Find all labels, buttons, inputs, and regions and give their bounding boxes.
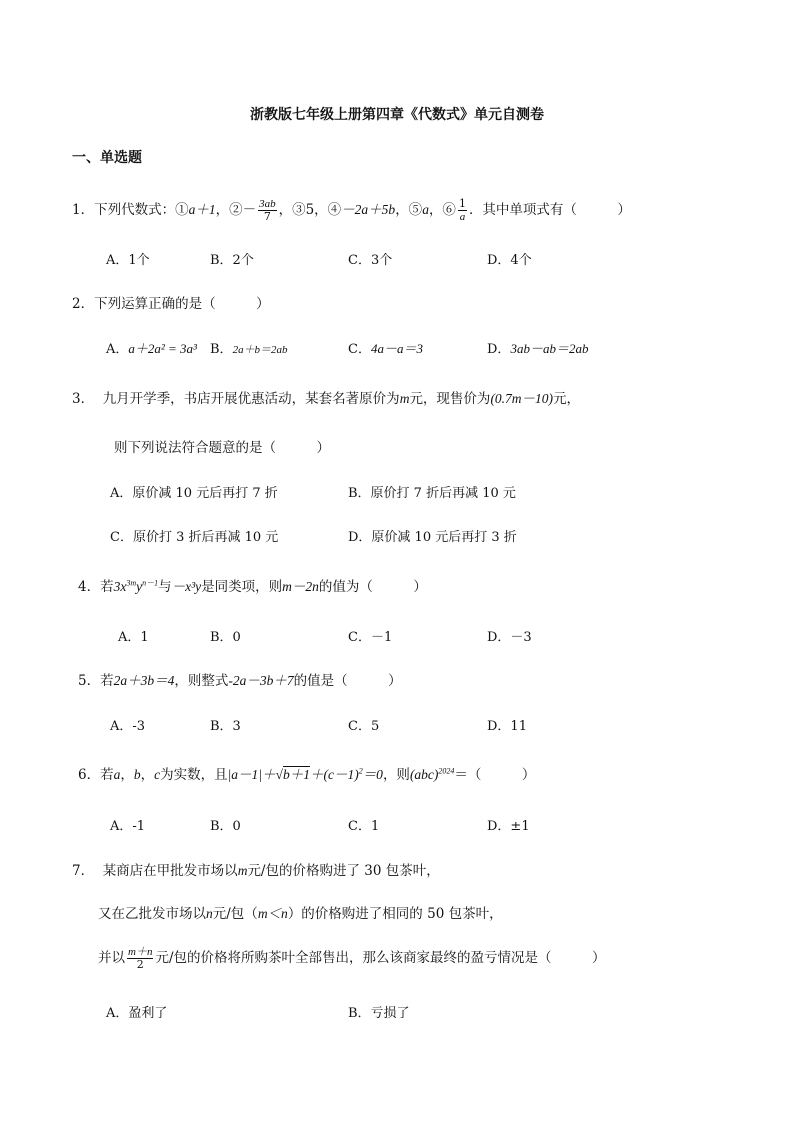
q5-option-a: A．-3 xyxy=(110,719,146,734)
q1-option-b: B．2个 xyxy=(210,253,254,268)
q6-stem-c: ，则 xyxy=(382,767,410,783)
q4-stem-c: 是同类项，则 xyxy=(201,579,283,595)
q1-option-a: A．1个 xyxy=(106,253,150,268)
q1-choice3-4-marker: ，③5，④ xyxy=(278,202,342,219)
q4-option-c: C．－1 xyxy=(348,630,393,645)
q2-option-c-letter: C． xyxy=(348,342,371,357)
q7-line2 xyxy=(98,902,503,922)
q3-option-a: A．原价减 10 元后再打 7 折 xyxy=(110,486,278,501)
q4-stem-b: 与 xyxy=(158,579,172,595)
q1-expr5: a xyxy=(422,202,429,218)
q4-stem-d: 的值为（ ） xyxy=(318,579,427,595)
q4-term1-exp2: n－1 xyxy=(142,578,159,588)
q6-condition xyxy=(228,767,383,782)
q6-stem-b: 为实数，且 xyxy=(160,767,228,783)
q5-stem-b: ，则整式 xyxy=(174,673,229,689)
q1-choice2-marker: ，②－ xyxy=(215,202,257,219)
q3-stem-b: 元，现售价为 xyxy=(409,391,491,407)
q5-option-d: D．11 xyxy=(487,719,527,734)
q3-option-b: B．原价打 7 折后再减 10 元 xyxy=(348,486,516,501)
q7-line2-c: ）的价格购进了相同的 50 包茶叶， xyxy=(287,906,503,922)
section-heading: 一、单选题 xyxy=(72,150,142,166)
q6-stem-d: ＝（ ） xyxy=(454,767,536,783)
q4-term1-base: 3x xyxy=(113,579,127,594)
q6-cond-eq: ＝0 xyxy=(362,767,383,782)
q6-var-c: c xyxy=(154,767,161,782)
question-3 xyxy=(72,387,580,407)
q2-option-d xyxy=(487,338,588,357)
q7-line2-a: 又在乙批发市场以 xyxy=(98,906,206,922)
q2-option-d-letter: D． xyxy=(487,342,511,357)
q7-var-m: m xyxy=(237,863,248,878)
question-5 xyxy=(78,669,402,689)
q6-stem-a: 若 xyxy=(100,767,114,783)
q3-price: (0.7m－10) xyxy=(490,391,554,406)
q7-fraction xyxy=(127,946,153,971)
q1-option-d: D．4个 xyxy=(487,253,532,268)
q4-term1 xyxy=(114,579,159,594)
q5-stem-a: 若 xyxy=(100,673,114,689)
q5-stem-c: 的值是（ ） xyxy=(293,673,402,689)
q3-number: 3． xyxy=(72,391,95,407)
q6-expr-base: (abc) xyxy=(409,767,439,782)
q4-expr: m－2n xyxy=(282,579,319,594)
q6-radicand: b＋1 xyxy=(282,767,310,782)
q3-option-d: D．原价减 10 元后再打 3 折 xyxy=(348,530,517,545)
q5-number: 5． xyxy=(78,673,101,689)
q1-expr4: －2a＋5b xyxy=(341,202,396,218)
q2-option-b-expr: 2a＋b＝2ab xyxy=(232,344,288,356)
q4-number: 4． xyxy=(78,579,101,595)
q6-sqrt-sign: √ xyxy=(275,767,283,782)
q2-option-a xyxy=(106,338,197,357)
q3-stem-line2: 则下列说法符合题意的是（ ） xyxy=(114,440,330,456)
question-6 xyxy=(78,763,535,783)
q6-expr-exp: 2024 xyxy=(438,766,455,776)
q6-var-b: b xyxy=(133,767,141,782)
q6-expr xyxy=(410,767,454,782)
q2-option-b-letter: B． xyxy=(210,342,233,357)
q2-number: 2． xyxy=(72,296,95,312)
q4-option-a: A．1 xyxy=(118,630,149,645)
q1-choice1-marker: ① xyxy=(175,202,189,219)
q7-line1-a: 某商店在甲批发市场以 xyxy=(102,863,238,879)
q3-stem-a: 九月开学季，书店开展优惠活动，某套名著原价为 xyxy=(102,391,400,407)
q6-cond-abs: |a－1|＋ xyxy=(227,767,276,782)
q7-fraction-numerator: m＋n xyxy=(128,946,153,958)
q1-expr2-fraction xyxy=(258,198,277,223)
q6-cond-exp: 2 xyxy=(358,766,363,776)
q5-option-b: B．3 xyxy=(210,719,241,734)
q6-sep2: ， xyxy=(140,767,155,783)
q1-number: 1． xyxy=(72,202,95,219)
q3-option-c: C．原价打 3 折后再减 10 元 xyxy=(110,530,279,545)
q2-option-a-expr: a＋2a² = 3a³ xyxy=(128,341,197,356)
q6-option-b: B．0 xyxy=(210,819,241,834)
q1-expr1: a＋1 xyxy=(188,202,216,218)
q7-line3-b: 元/包的价格将所购茶叶全部售出，那么该商家最终的盈亏情况是（ ） xyxy=(155,950,606,967)
question-7 xyxy=(72,859,440,879)
q1-lead: 下列代数式： xyxy=(94,202,176,219)
q4-option-d: D．－3 xyxy=(487,630,532,645)
q1-expr6-numerator: 1 xyxy=(458,197,466,210)
q4-term1-y: y xyxy=(136,579,143,594)
q2-option-c-expr: 4a－a＝3 xyxy=(370,341,423,356)
q6-option-c: C．1 xyxy=(348,819,380,834)
q7-number: 7． xyxy=(72,863,95,879)
q2-option-b xyxy=(210,338,288,357)
q1-tail: ．其中单项式有（ ） xyxy=(468,202,631,219)
q1-expr6-fraction xyxy=(458,198,467,223)
q3-var-m: m xyxy=(399,391,410,406)
q3-stem-c: 元， xyxy=(553,391,581,407)
q5-option-c: C．5 xyxy=(348,719,380,734)
q2-stem: 下列运算正确的是（ ） xyxy=(94,296,270,312)
q5-condition: 2a＋3b＝4 xyxy=(113,673,175,688)
q6-sep1: ， xyxy=(120,767,134,783)
q7-line3 xyxy=(98,946,606,971)
q7-fraction-denominator: 2 xyxy=(136,958,144,972)
q7-var-n: n xyxy=(206,906,213,921)
q7-line2-b: 元/包（ xyxy=(212,906,258,922)
q4-term1-exp1: 3m xyxy=(126,578,137,588)
q1-option-c: C．3个 xyxy=(348,253,393,268)
q2-option-a-letter: A． xyxy=(106,342,129,357)
q1-choice6-marker: ，⑥ xyxy=(428,202,456,219)
q1-expr6-denominator: a xyxy=(459,211,466,224)
q2-option-d-expr: 3ab－ab＝2ab xyxy=(510,341,589,356)
q6-var-a: a xyxy=(113,767,121,782)
q4-term2: －x³y xyxy=(171,579,202,594)
q7-option-a: A．盈利了 xyxy=(106,1006,168,1021)
q4-stem-a: 若 xyxy=(100,579,114,595)
q4-option-b: B．0 xyxy=(210,630,241,645)
q2-option-c xyxy=(348,338,423,357)
q6-number: 6． xyxy=(78,767,101,783)
q7-line1-b: 元/包的价格购进了 30 包茶叶， xyxy=(247,863,440,879)
q7-compare: m＜n xyxy=(257,906,288,921)
q1-expr2-numerator: 3ab xyxy=(259,198,276,210)
document-title: 浙教版七年级上册第四章《代数式》单元自测卷 xyxy=(250,107,544,123)
question-2 xyxy=(72,292,270,312)
q7-line3-a: 并以 xyxy=(98,950,125,967)
question-1 xyxy=(72,198,631,223)
q6-option-d: D．±1 xyxy=(487,819,530,834)
q7-option-b: B．亏损了 xyxy=(348,1006,410,1021)
q1-choice5-marker: ，⑤ xyxy=(395,202,423,219)
q5-expr: -2a－3b＋7 xyxy=(228,673,294,688)
q6-cond-square: ＋(c－1) xyxy=(309,767,359,782)
question-4 xyxy=(78,575,427,595)
q6-option-a: A．-1 xyxy=(110,819,146,834)
q1-expr2-denominator: 7 xyxy=(263,210,271,224)
